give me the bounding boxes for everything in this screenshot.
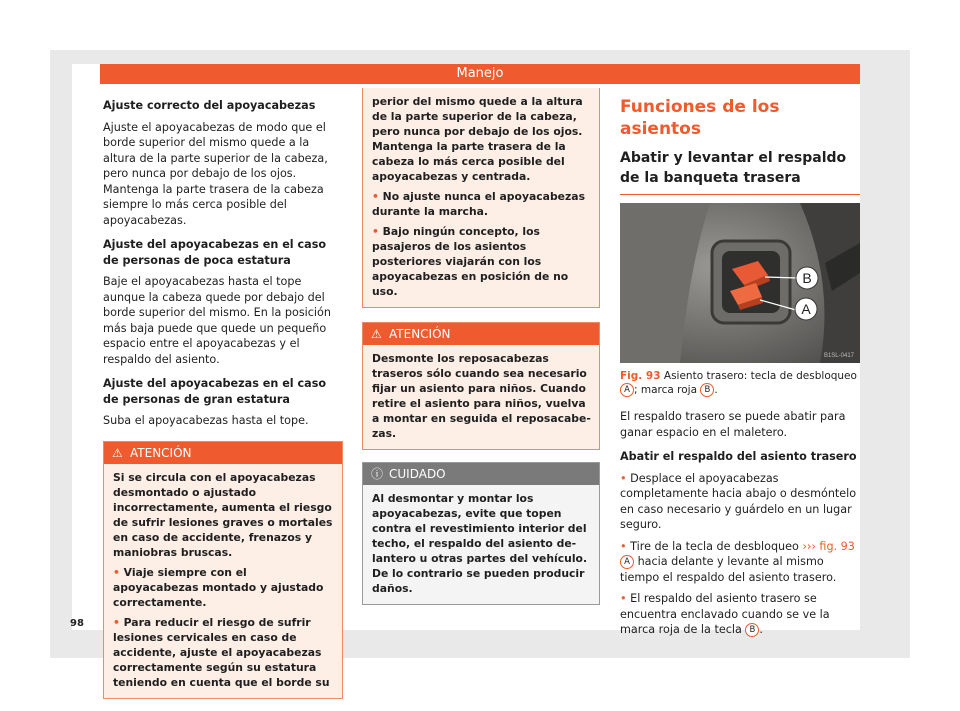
figure-code: B1SL-0417 (823, 353, 854, 359)
paragraph-tall-persons: Suba el apoyacabezas hasta el tope. (103, 414, 309, 427)
heading-correct-adjust: Ajuste correcto del apoyacabezas (103, 99, 316, 112)
warning-title: ATENCIÓN (130, 445, 192, 460)
bullet-icon: • (620, 539, 631, 553)
page-number: 98 (70, 618, 84, 629)
warning-box (103, 441, 343, 699)
figure-caption: Fig. 93 Asiento trasero: tecla de desbloqueo A ; marca roja B . (620, 370, 857, 396)
paragraph-correct-adjust: Ajuste el apoyacabezas de modo que el borde superior del mismo quede a la altura de la parte superior de la cabeza, pero nunca por debajo de los ojos. Mantenga la parte trasera de la cabeza siempre lo más cerca posible del apoyacabezas. (103, 120, 328, 227)
marker-a-badge: A (620, 383, 634, 397)
section-title: Funciones de los asientos (620, 97, 780, 139)
warning-bullet: • Para reducir el riesgo de sufrir lesiones cervicales en caso de accidente, ajuste el apoyacabezas correctamente según su estatura teniendo en cuenta que el borde su (113, 615, 330, 689)
bullet-icon: • (372, 225, 383, 238)
figure-number: Fig. 93 (620, 370, 661, 382)
step-bullet: • Desplace el apoyacabezas completamente hacia abajo o desmóntelo en caso necesario y guárdelo en un lugar seguro. (620, 471, 857, 531)
figure-reference-link[interactable]: ››› fig. 93 (802, 539, 855, 553)
caution-header (363, 463, 599, 485)
warning-bullet: • No ajuste nunca el apoyacabezas durante la marcha. (372, 190, 586, 218)
caution-body (363, 485, 599, 604)
marker-a-badge: A (620, 555, 634, 569)
paragraph-intro: El respaldo trasero se puede abatir para ganar espacio en el maletero. (620, 410, 846, 439)
warning-bullet: • Viaje siempre con el apoyacabezas montado y ajustado correctamente. (113, 565, 324, 609)
warning-bullet: • Bajo ningún concepto, los pasajeros de los asientos posteriores viajarán con los apoyacabezas en posición de no uso. (372, 225, 569, 298)
warning-paragraph: Si se circula con el apoyacabezas desmontado o ajustado incorrectamente, aumenta el riesgo de sufrir lesiones graves o mortales en caso de accidente, frenazos y maniobras bruscas. (113, 470, 333, 559)
step-bullet: • El respaldo del asiento trasero se encuentra enclavado cuando se ve la marca roja de la tecla B . (620, 592, 830, 636)
bullet-icon: • (620, 592, 631, 605)
warning-body (363, 345, 599, 449)
heading-short-persons: Ajuste del apoyacabezas en el caso de personas de poca estatura (103, 238, 327, 267)
caution-title: CUIDADO (389, 467, 446, 481)
column-1 (103, 98, 343, 711)
warning-box-2 (362, 322, 600, 450)
warning-header (363, 323, 599, 345)
warning-paragraph: Desmonte los reposacabezas traseros sólo cuando sea necesario fijar un asiento para niños. Cuando retire el asiento para niños, vuelva a montar en seguida el reposacabezas. (372, 352, 591, 440)
column-3 (620, 96, 860, 647)
label-a: A (801, 301, 811, 317)
caution-paragraph: Al desmontar y montar los apoyacabezas, evite que topen contra el revestimiento interior del techo, el respaldo del asiento delantero u otras partes del vehículo. De lo contrario se pueden producir daños. (372, 492, 588, 595)
label-b: B (802, 270, 812, 286)
section-subtitle: Abatir y levantar el respaldo de la banqueta trasera (620, 148, 860, 195)
warning-triangle-icon: ⚠ (371, 327, 382, 341)
warning-title: ATENCIÓN (389, 327, 451, 341)
bullet-icon: • (113, 565, 124, 579)
seat-illustration (620, 203, 860, 363)
warning-continued-paragraph: perior del mismo quede a la altura de la parte superior de la cabeza, pero nunca por debajo de los ojos. Mantenga la parte trasera de la cabeza lo más cerca posible del apoyacabezas y centrada. (372, 95, 583, 183)
marker-b-badge: B (745, 623, 759, 637)
bullet-icon: • (620, 471, 631, 485)
column-2 (362, 88, 600, 617)
marker-b-badge: B (700, 383, 714, 397)
seat-release-figure (620, 203, 860, 363)
step-bullet: • Tire de la tecla de desbloqueo ››› fig. 93 A hacia delante y levante al mismo tiempo el respaldo del asiento trasero. (620, 539, 855, 584)
warning-header (104, 442, 342, 464)
heading-fold-backrest: Abatir el respaldo del asiento trasero (620, 450, 857, 463)
warning-triangle-icon: ⚠ (112, 445, 123, 460)
heading-tall-persons: Ajuste del apoyacabezas en el caso de personas de gran estatura (103, 377, 327, 406)
caution-box (362, 462, 600, 605)
bullet-icon: • (372, 190, 383, 203)
warning-body (104, 464, 342, 698)
info-circle-icon: ⓘ (371, 467, 384, 481)
bullet-icon: • (113, 615, 124, 629)
section-header: Manejo (100, 64, 860, 84)
warning-box-continued (362, 88, 600, 308)
paragraph-short-persons: Baje el apoyacabezas hasta el tope aunque la cabeza quede por debajo del borde superior del mismo. En la posición más baja puede que quede un pequeño espacio entre el apoyacabezas y el respaldo del asiento. (103, 275, 331, 366)
